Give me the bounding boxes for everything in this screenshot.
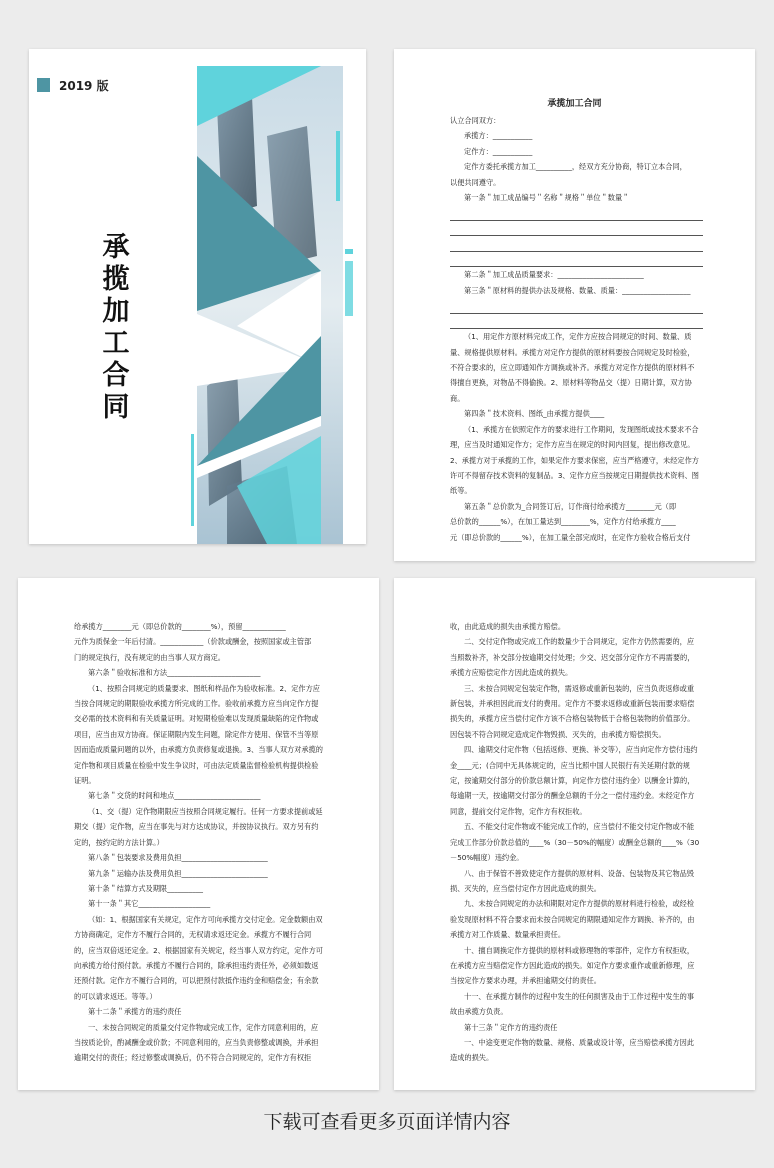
document-line: 理，应当及时通知定作方；定作方应当在规定的时间内回复，提出修改意见。 — [450, 440, 695, 450]
document-line: 当照数补齐，补交部分按逾期交付处理；少交、迟交部分定作方不再需要的， — [450, 652, 695, 662]
document-line: 完成工作部分价款总值的____%（30－50%的幅度）或酬金总额的____%（30 — [450, 837, 700, 847]
document-line: 二、交付定作物或完成工作的数量少于合同规定，定作方仍然需要的，应 — [464, 637, 695, 647]
document-line: 门的规定执行，没有规定的由当事人双方商定。 — [74, 652, 225, 662]
document-line: 的可以请求返还。等等。） — [74, 991, 157, 1001]
document-line: 定作物和项目质量在检验中发生争议时，可由法定质量监督检验机构提供检验 — [74, 760, 319, 770]
document-line: 一、中途变更定作物的数量、规格、质量或设计等，应当赔偿承揽方因此 — [464, 1037, 695, 1047]
cover-artwork — [197, 66, 343, 544]
document-line: 损失的，承揽方应当偿付定作方该不合格包装物低于合格包装物的价值部分。 — [450, 714, 695, 724]
document-line: 四、逾期交付定作物（包括返修、更换、补交等），应当向定作方偿付违约 — [464, 745, 698, 755]
document-line: 当按合同规定的期限验收承揽方所完成的工作。验收前承揽方应当向定作方提 — [74, 699, 319, 709]
document-line: 同意，提前交付定作物，定作方有权拒收。 — [450, 806, 587, 816]
document-line: 第九条＂运输办法及费用负担________________________ — [88, 868, 268, 878]
document-line: 当按质论价，酌减酬金或价款；不同意利用的，应当负责修整或调换，并承担 — [74, 1037, 319, 1047]
cover-page — [29, 49, 366, 544]
document-line: 因而造成质量问题的以外，由承揽方负责修复或退换。3、当事人双方对承揽的 — [74, 745, 323, 755]
document-line: 收，由此造成的损失由承揽方赔偿。 — [450, 622, 566, 631]
cover-title-char: 工 — [102, 328, 130, 359]
cover-title-char: 承 — [102, 232, 130, 263]
document-line: 九、未按合同规定的办法和期限对定作方提供的原材料进行检验，或经检 — [464, 899, 695, 909]
document-line: 定作方委托承揽方加工__________，经双方充分协商，特订立本合同， — [464, 162, 687, 172]
document-line: 三、未按合同规定包装定作物，需返修或重新包装的，应当负责返修或重 — [464, 683, 695, 693]
document-line: 定，按逾期交付部分的价款总额计算，向定作方偿付违约金）以酬金计算的， — [450, 776, 695, 786]
document-line: 方协商确定，定作方不履行合同的，无权请求返还定金。承揽方不履行合同 — [74, 930, 312, 940]
document-line: 承揽方：___________ — [464, 131, 533, 141]
document-line: 十一、在承揽方制作的过程中发生的任何损害及由于工作过程中发生的事 — [464, 991, 695, 1001]
document-page-2 — [394, 49, 755, 561]
document-line: 总价款的______%），在加工量达到________%，定作方付给承揽方____ — [450, 517, 676, 527]
document-page-4 — [394, 578, 755, 1090]
accent-bar — [345, 249, 353, 254]
document-line: （1、交（提）定作物期限应当按照合同规定履行。任何一方要求提前或延 — [88, 806, 323, 816]
document-line: 第五条＂总价款为_合同签订后，订作商付给承揽方________元（即 — [464, 501, 677, 511]
document-line: 量、规格提供原材料。承揽方对定作方提供的原材料要按合同规定及时检验， — [450, 347, 695, 357]
accent-bar — [191, 434, 194, 526]
document-line: 损、灭失的，应当偿付定作方因此造成的损失。 — [450, 883, 601, 893]
document-line: 因包装不符合同规定造成定作物毁损、灭失的，由承揽方赔偿损失。 — [450, 729, 666, 739]
contract-title: 承揽加工合同 — [547, 99, 602, 109]
document-line: 第二条＂加工成品质量要求：________________________ — [464, 270, 644, 280]
document-line: 定的，按约定的方法计算。） — [74, 837, 164, 847]
document-line: 纸等。 — [450, 486, 472, 496]
page-4-body — [394, 619, 755, 1066]
document-line: 第三条＂原材料的提供办法及规格、数量、质量：___________________ — [464, 285, 691, 295]
document-line: （1、用定作方原材料完成工作，定作方应按合同规定的时间、数量、质 — [464, 332, 692, 342]
document-line: 在承揽方应当赔偿定作方因此造成的损失。如定作方要求重作或重新修理，应 — [450, 960, 695, 970]
document-page-3 — [18, 578, 379, 1090]
blank-form-line — [450, 314, 703, 330]
page-2-text — [394, 97, 755, 111]
cover-year: 2019 版 — [59, 79, 109, 93]
accent-bar — [345, 261, 353, 316]
document-line: 元（即总价款的______%），在加工量全部完成时，在定作方验收合格后支付 — [450, 532, 691, 542]
blank-form-line — [450, 236, 703, 252]
document-line: 以便共同遵守。 — [450, 177, 501, 187]
document-line: 定作方：___________ — [464, 146, 533, 156]
document-line: 期交（提）定作物，应当在事先与对方达成协议，并按协议执行。双方另有约 — [74, 822, 319, 832]
document-line: 第四条＂技术资料、图纸_由承揽方提供____ — [464, 409, 605, 419]
document-line: 当按定作方要求办理，并承担逾期交付的责任。 — [450, 976, 601, 986]
document-line: 给承揽方________元（即总价款的________%），预留____________ — [74, 622, 286, 631]
document-line: 许可不得留存技术资料的复制品。3、定作方应当按规定日期提供技术资料、图 — [450, 470, 699, 480]
blank-form-line — [450, 252, 703, 268]
accent-bar — [336, 131, 340, 201]
document-line: 商。 — [450, 393, 465, 403]
document-line: 第十二条＂承揽方的违约责任 — [88, 1007, 182, 1017]
document-line: 十、擅自调换定作方提供的原材料或修理物的零部件，定作方有权拒收， — [464, 945, 695, 955]
document-line: 第十三条＂定作方的违约责任 — [464, 1022, 558, 1032]
document-line: 故由承揽方负责。 — [450, 1007, 508, 1017]
cover-title-char: 合 — [102, 360, 130, 391]
document-line: 2、承揽方对于承揽的工作，如果定作方要求保密，应当严格遵守，未经定作方 — [450, 455, 699, 465]
cover-title-char: 揽 — [102, 264, 130, 295]
document-line: 逾期交付的责任；经过修整或调换后，仍不符合合同规定的，定作方有权拒 — [74, 1053, 312, 1063]
document-line: 第六条＂验收标准和方法__________________________ — [88, 668, 261, 678]
download-prompt: 下载可查看更多页面详情内容 — [263, 1111, 511, 1133]
document-line: －50%幅度）违约金。 — [450, 853, 524, 863]
document-line: 交必需的技术资料和有关质量证明。对短期检验难以发现质量缺陷的定作物或 — [74, 714, 319, 724]
document-line: 得擅自更换，对物品不得偷换。2、原材料等物品交（提）日期计算，双方协 — [450, 378, 692, 388]
document-line: （如：1、根据国家有关规定，定作方可向承揽方交付定金。定金数额由双 — [88, 914, 323, 924]
document-line: 向承揽方给付预付款。承揽方不履行合同的，除承担违约责任外，必须如数返 — [74, 960, 319, 970]
document-line: 金____元；(合同中无具体规定的，应当比照中国人民银行有关延期付款的规 — [450, 760, 690, 770]
document-line: 第十条＂结算方式及期限__________ — [88, 883, 204, 893]
document-line: 第七条＂交货的时间和地点________________________ — [88, 791, 261, 801]
page-2-body — [394, 113, 755, 545]
year-badge — [37, 78, 50, 92]
document-line: 验发现原材料不符合要求而未按合同规定的期限通知定作方调换、补齐的，由 — [450, 914, 695, 924]
document-line: 五、不能交付定作物或不能完成工作的，应当偿付不能交付定作物或不能 — [464, 822, 695, 832]
document-line: 造成的损失。 — [450, 1053, 494, 1063]
document-line: 八、由于保管不善致使定作方提供的原材料、设备、包装物及其它物品毁 — [464, 868, 695, 878]
document-line: 承揽方对工作质量、数量承担责任。 — [450, 930, 566, 940]
document-line: （1、按照合同规定的质量要求、图纸和样品作为验收标准。2、定作方应 — [88, 683, 320, 693]
document-line: 的，应当双倍返还定金。2、根据国家有关规定，经当事人双方约定，定作方可 — [74, 945, 323, 955]
document-line: 每逾期一天，按逾期交付部分的酬金总额的千分之一偿付违约金。未经定作方 — [450, 791, 695, 801]
document-line: 第八条＂包装要求及费用负担________________________ — [88, 853, 268, 863]
blank-form-line — [450, 205, 703, 221]
cover-title — [99, 232, 133, 424]
document-line: 新包装，并承担因此而支付的费用。定作方不要求返修或重新包装而要求赔偿 — [450, 699, 695, 709]
document-line: （1、承揽方在依照定作方的要求进行工作期间，发现图纸或技术要求不合 — [464, 424, 699, 434]
document-line: 第十一条＂其它____________________ — [88, 899, 211, 909]
document-line: 一、未按合同规定的质量交付定作物或完成工作，定作方同意利用的，应 — [88, 1022, 319, 1032]
document-line: 证明。 — [74, 776, 96, 786]
cover-title-char: 加 — [102, 296, 130, 327]
document-line: 还预付款。定作方不履行合同的，可以把预付款抵作违约金和赔偿金；有余款 — [74, 976, 319, 986]
document-line: 承揽方应赔偿定作方因此造成的损失。 — [450, 668, 573, 678]
page-3-body — [18, 619, 379, 1066]
cover-title-char: 同 — [102, 392, 130, 423]
blank-form-line — [450, 298, 703, 314]
document-line: 认立合同双方： — [450, 116, 501, 125]
document-line: 元作为质保金一年后付清。____________（价款或酬金，按照国家或主管部 — [74, 637, 312, 647]
document-line: 不符合要求的，应立即通知作方调换或补齐。承揽方对定作方提供的原材料不 — [450, 363, 695, 373]
blank-form-line — [450, 221, 703, 237]
document-line: 项目，应当由双方协商。保证期限内发生问题，除定作方使用、保管不当等原 — [74, 729, 319, 739]
document-line: 第一条＂加工成品编号＂名称＂规格＂单位＂数量＂ — [464, 193, 630, 203]
